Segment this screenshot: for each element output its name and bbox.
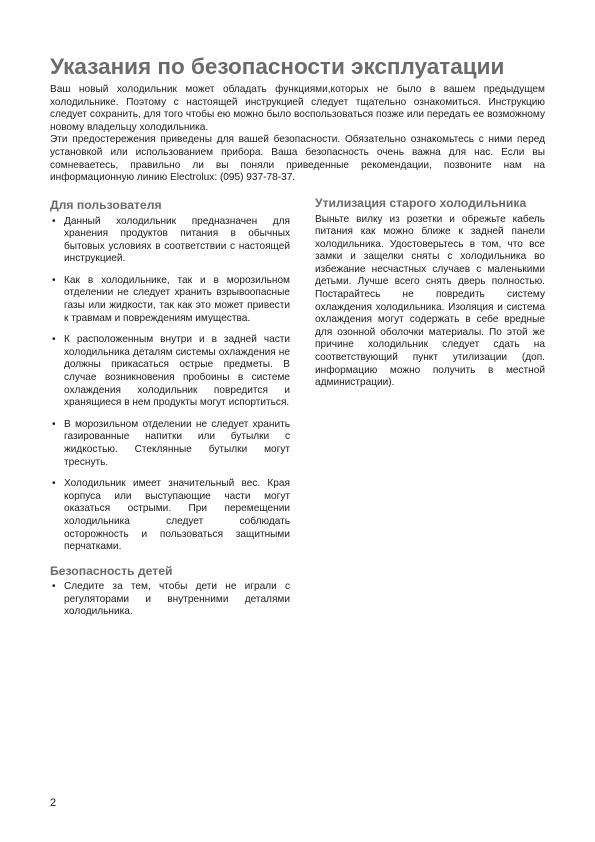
list-item [50,216,290,266]
list-item [50,275,290,325]
list-item-text: В морозильном отделении не следует хранить газированные напитки или бутылки с жидкостью. Стеклянные бутылки могут треснуть. [64,418,290,468]
child-safety-heading: Безопасность детей [50,563,173,578]
list-item-text: Следите за тем, чтобы дети не играли с регуляторами и внутренними деталями холодильника. [64,581,290,618]
bullet-icon: • [52,581,56,593]
disposal-section-heading: Утилизация старого холодильника [315,196,527,210]
bullet-icon: • [52,215,56,227]
bullet-icon: • [52,418,56,430]
list-item-text: Как в холодильнике, так и в морозильном отделении не следует хранить взрывоопасные газы или жидкости, так как это может привести к травмам и повреждениям имущества. [64,274,290,324]
list-item-text: Холодильник имеет значительный вес. Края корпуса или выступающие части могут оказаться острыми. При перемещении холодильника следует соблюдать осторожность и пользоваться защитными перчатками. [64,478,290,553]
list-item [50,419,290,469]
intro-text [50,84,545,185]
list-item [50,478,290,554]
intro-paragraph: Эти предостережения приведены для вашей безопасности. Обязательно ознакомьтесь с ними перед установкой или использованием прибора. Ваша безопасность очень важна для нас. Если вы сомневаетесь, правильно ли вы поняли приведенные рекомендации, позвоните нам на информационную линию Electrolux: (095) 937-78-37. [50,134,545,184]
page-number: 2 [50,797,57,809]
left-column [50,198,290,628]
list-item [50,334,290,410]
list-item-text: Данный холодильник предназначен для хранения продуктов питания в обычных бытовых условиях в соответствии с настоящей инструкцией. [64,215,290,265]
bullet-icon: • [52,274,56,286]
disposal-text: Выньте вилку из розетки и обрежьте кабель питания как можно ближе к задней панели холодильника. Удостоверьтесь в том, что все замки и защелки сняты с холодильника во избежание несчастных случаев с маленькими детьми. Лучше всего снять дверь полностью. Постарайтесь не повредить систему охлаждения холодильника. Изоляция и система охлаждения могут содержать в себе вредные для озонной оболочки материалы. По этой же причине холодильник следует сдать на соответствующий пункт утилизации (доп. информацию можно получить в местной администрации). [315,213,545,389]
user-section-heading: Для пользователя [50,198,162,212]
right-column [315,196,545,390]
list-item [50,581,290,619]
bullet-icon: • [52,478,56,490]
child-safety-list [50,581,290,619]
page-title: Указания по безопасности эксплуатации [50,54,505,79]
user-safety-list [50,216,290,554]
intro-paragraph: Ваш новый холодильник может обладать функциями,которых не было в вашем предыдущем холодильнике. Поэтому с настоящей инструкцией следует тщательно ознакомиться. Инструкцию следует сохранить, для того чтобы ею можно было воспользоваться позже или передать ее возможному новому владельцу холодильника. [50,84,545,133]
bullet-icon: • [52,334,56,346]
list-item-text: К расположенным внутри и в задней части холодильника деталям системы охлаждения не должны прикасаться острые предметы. В случае возникновения пробоины в системе охлаждения холодильник повредится и хранящиеся в нем продукты могут испортиться. [64,334,290,409]
